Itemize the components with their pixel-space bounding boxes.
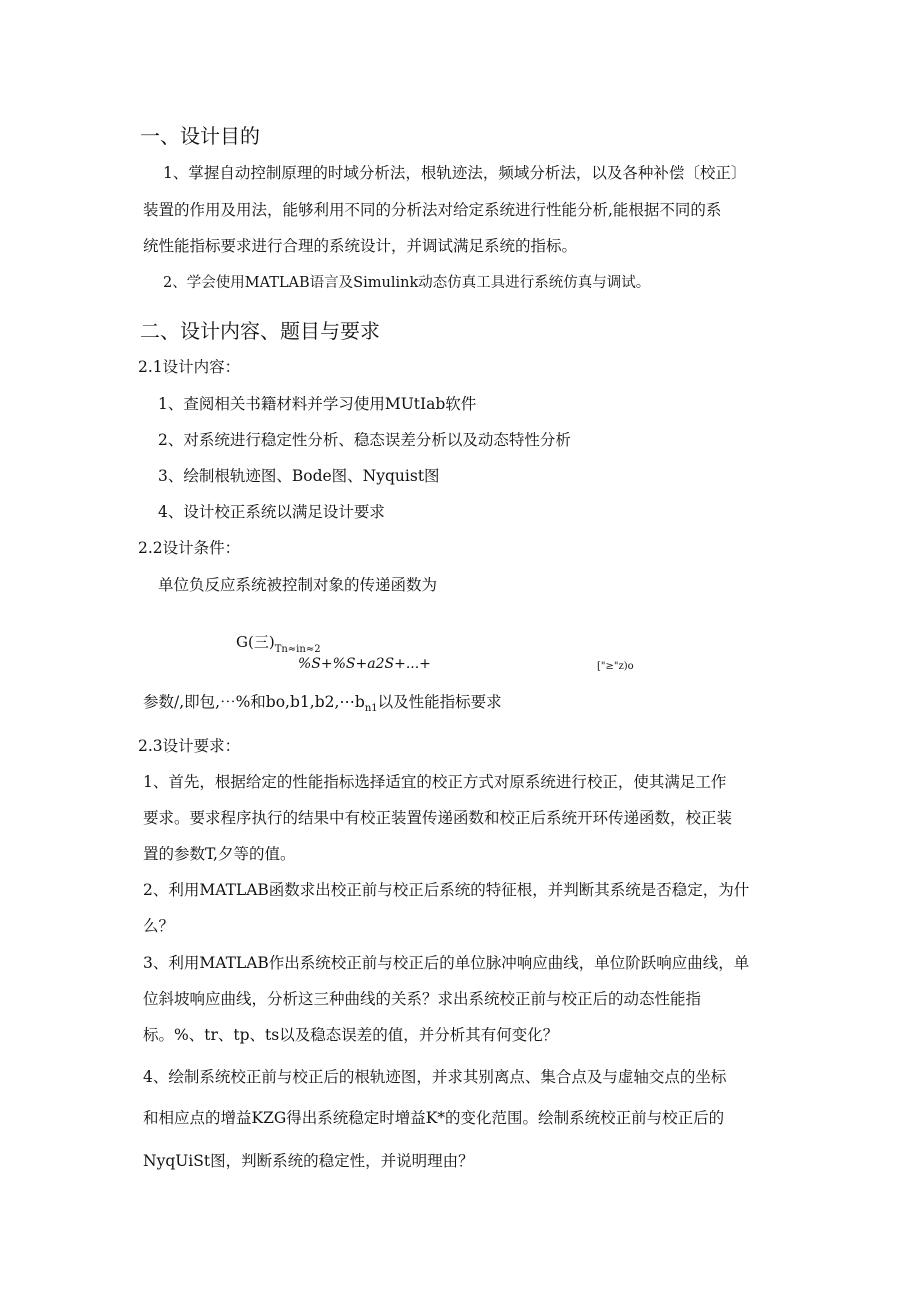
section-1-heading: 一、设计目的 [140, 124, 260, 148]
formula-g: G(三) [236, 633, 275, 651]
formula-numerator-sub: Tn≈in≈2 [274, 644, 321, 655]
req-3-line-3: 标。%、tr、tp、ts以及稳态误差的值，并分析其有何变化？ [143, 1026, 559, 1044]
req-4-line-1: 4、绘制系统校正前与校正后的根轨迹图，并求其别离点、集合点及与虚轴交点的坐标 [143, 1068, 727, 1086]
section-2-heading: 二、设计内容、题目与要求 [140, 319, 380, 343]
req-1-line-1: 1、首先，根据给定的性能指标选择适宜的校正方式对原系统进行校正，使其满足工作 [143, 773, 727, 791]
subsection-2-3: 2.3设计要求： [138, 737, 241, 755]
purpose-1-line-2: 装置的作用及用法，能够利用不同的分析法对给定系统进行性能分析,能根据不同的系 [143, 201, 722, 219]
parameters-pre: 参数/,即包,⋯%和bo,b1,b2,⋯b [143, 693, 365, 711]
subsection-2-2: 2.2设计条件： [138, 539, 241, 557]
parameters-sub: n1 [364, 703, 378, 715]
condition-text: 单位负反应系统被控制对象的传递函数为 [158, 576, 438, 594]
req-3-line-2: 位斜坡响应曲线，分析这三种曲线的关系？求出系统校正前与校正后的动态性能指 [143, 990, 702, 1008]
subsection-2-1: 2.1设计内容： [138, 358, 241, 376]
req-1-line-3: 置的参数T,夕等的值。 [143, 845, 296, 863]
formula-denominator: %S+%S+a2S+...+ [298, 656, 431, 672]
content-item-1: 1、查阅相关书籍材料并学习使用MUtIab软件 [158, 395, 477, 413]
req-1-line-2: 要求。要求程序执行的结果中有校正装置传递函数和校正后系统开环传递函数，校正装 [143, 809, 733, 827]
req-3-line-1: 3、利用MATLAB作出系统校正前与校正后的单位脉冲响应曲线，单位阶跃响应曲线，单 [143, 954, 750, 972]
req-4-line-2: 和相应点的增益KZG得出系统稳定时增益K*的变化范围。绘制系统校正前与校正后的 [143, 1109, 725, 1127]
purpose-1-line-3: 统性能指标要求进行合理的系统设计，并调试满足系统的指标。 [143, 237, 578, 255]
req-2-line-1: 2、利用MATLAB函数求出校正前与校正后系统的特征根，并判断其系统是否稳定，为什 [143, 881, 750, 899]
parameters-post: 以及性能指标要求 [377, 693, 502, 711]
content-item-2: 2、对系统进行稳定性分析、稳态误差分析以及动态特性分析 [158, 431, 571, 449]
formula-condition: ["≥"z)o [597, 661, 634, 672]
purpose-2: 2、学会使用MATLAB语言及Simulink动态仿真工具进行系统仿真与调试。 [163, 275, 651, 291]
purpose-1-line-1: 1、掌握自动控制原理的时域分析法，根轨迹法，频域分析法，以及各种补偿〔校正〕 [163, 164, 747, 182]
parameters-line [143, 692, 502, 719]
content-item-4: 4、设计校正系统以满足设计要求 [158, 503, 385, 521]
req-4-line-3: NyqUiSt图，判断系统的稳定性，并说明理由？ [143, 1152, 474, 1170]
req-2-line-2: 么？ [143, 917, 175, 935]
content-item-3: 3、绘制根轨迹图、Bode图、Nyquist图 [158, 467, 440, 485]
